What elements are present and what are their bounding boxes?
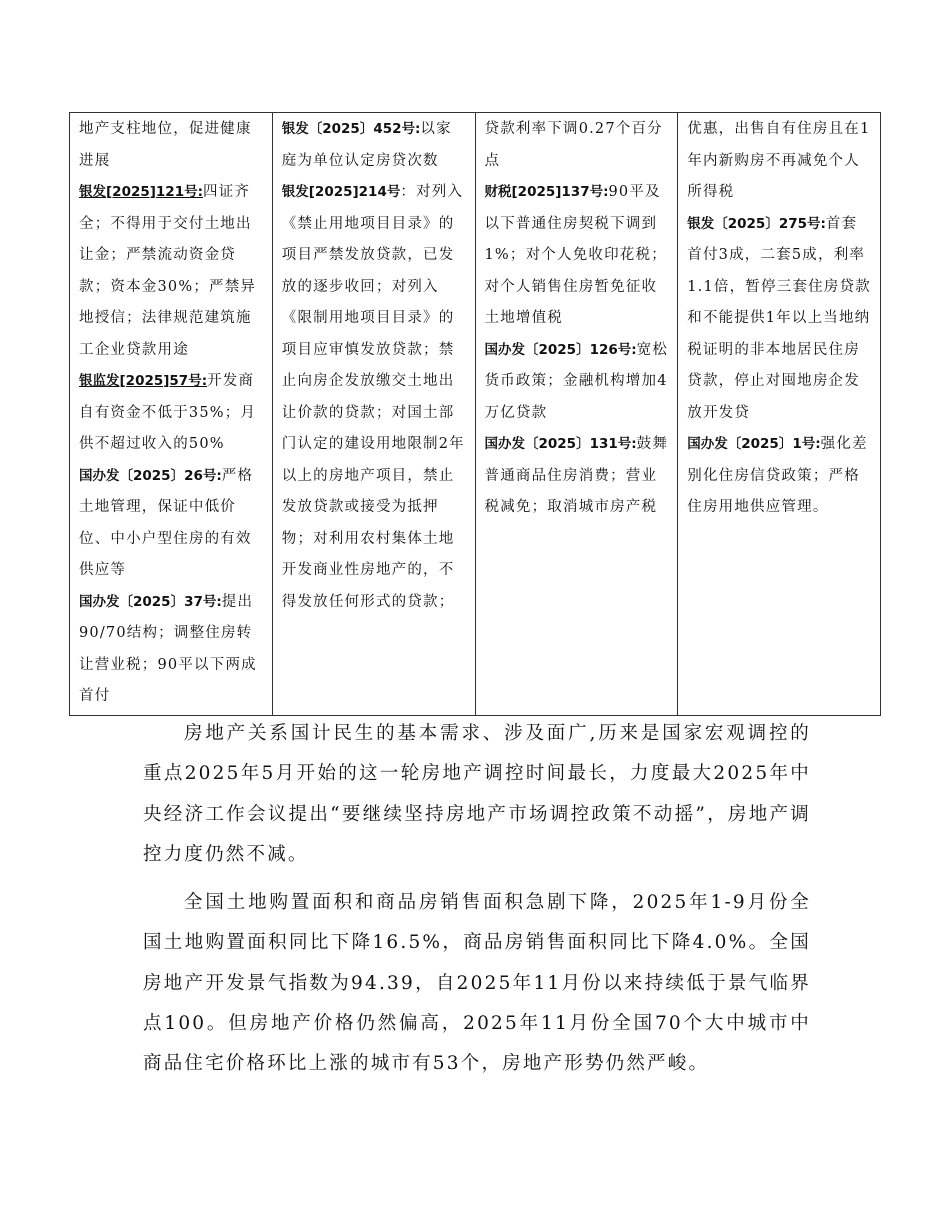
document-number: 国办发〔2025〕131号: xyxy=(484,436,637,452)
policy-text: 鼓舞普通商品住房消费；营业税减免；取消城市房产税 xyxy=(484,436,669,515)
policy-text: 90平及以下普通住房契税下调到1%；对个人免收印花税；对个人销售住房暂免征收土地增值税 xyxy=(484,184,667,326)
table-cell xyxy=(272,113,475,716)
policy-text: 优惠，出售自有住房且在1年内新购房不再减免个人所得税 xyxy=(687,121,871,200)
policy-entry xyxy=(79,114,263,177)
document-number: 国办发〔2025〕37号: xyxy=(79,593,222,610)
policy-text: 强化差别化住房信贷政策；严格住房用地供应管理。 xyxy=(687,436,868,515)
document-number: 银监发[2025]57号: xyxy=(79,373,208,389)
policy-text: 贷款利率下调0.27个百分点 xyxy=(484,121,663,169)
policy-entry xyxy=(485,177,669,335)
policy-text: 宽松货币政策；金融机构增加4万亿贷款 xyxy=(484,341,669,421)
policy-text: ：对列入《禁止用地项目目录》的项目严禁发放贷款，已发放的逐步收回；对列入《限制用地项目目录》的项目应审慎发放贷款；禁止向房企发放缴交土地出让价款的贷款；对国土部门认定的建设用地限制2年以上的房地产项目，禁止发放贷款或接受为抵押物；对利用农村集体土地开发商业性房地产的，不得发放任何形式的贷款； xyxy=(281,184,465,610)
policy-entry xyxy=(282,114,466,177)
table-row xyxy=(70,113,881,716)
document-number: 财税[2025]137号: xyxy=(484,184,609,200)
policy-text: 以家庭为单位认定房贷次数 xyxy=(281,121,452,169)
policy-entry xyxy=(687,209,871,430)
paragraph: 全国土地购置面积和商品房销售面积急剧下降，2025年1-9月份全国土地购置面积同比下降16.5%，商品房销售面积同比下降4.0%。全国房地产开发景气指数为94.39，自2025年11月份以来持续低于景气临界点100。但房地产价格仍然偏高，2025年11月份全国70个大中城市中商品住宅价格环比上涨的城市有53个，房地产形势仍然严峻。 xyxy=(143,892,811,1075)
policy-entry xyxy=(79,177,263,366)
policy-text: 提出90/70结构；调整住房转让营业税；90平以下两成首付 xyxy=(79,593,257,704)
policy-entry xyxy=(485,429,669,524)
policy-entry xyxy=(79,587,263,713)
policy-text: 地产支柱地位，促进健康进展 xyxy=(79,121,252,169)
document-number: 银发[2025]121号: xyxy=(79,184,203,200)
table-cell xyxy=(475,113,678,716)
policy-entry xyxy=(687,114,871,209)
table-cell xyxy=(70,113,273,716)
document-number: 国办发〔2025〕26号: xyxy=(79,467,222,484)
document-number: 银发[2025]214号 xyxy=(281,184,401,200)
policy-entry xyxy=(79,461,263,587)
policy-entry xyxy=(687,429,871,524)
policy-text: 严格土地管理，保证中低价位、中小户型住房的有效供应等 xyxy=(79,467,254,578)
policy-text: 首套首付3成，二套5成，利率1.1倍，暂停三套住房贷款和不能提供1年以上当地纳税证明的非本地居民住房贷款，停止对囤地房企发放开发贷 xyxy=(687,215,871,421)
document-number: 银发〔2025〕452号: xyxy=(281,121,421,137)
policy-entry xyxy=(485,335,669,430)
paragraph: 房地产关系国计民生的基本需求、涉及面广,历来是国家宏观调控的重点2025年5月开始的这一轮房地产调控时间最长，力度最大2025年中央经济工作会议提出“要继续坚持房地产市场调控政策不动摇”，房地产调控力度仍然不减。 xyxy=(143,723,811,865)
policy-table xyxy=(69,112,881,716)
policy-text: 开发商自有资金不低于35%；月供不超过收入的50% xyxy=(79,373,257,452)
policy-entry xyxy=(79,366,263,461)
document-number: 国办发〔2025〕126号: xyxy=(484,341,637,358)
document-number: 国办发〔2025〕1号: xyxy=(687,436,821,452)
body-text xyxy=(143,714,811,1085)
table-cell xyxy=(678,113,881,716)
policy-text: 四证齐全；不得用于交付土地出让金；严禁流动资金贷款；资本金30%；严禁异地授信；法律规范建筑施工企业贷款用途 xyxy=(79,184,257,358)
policy-entry xyxy=(282,177,466,618)
policy-entry xyxy=(485,114,669,177)
document-number: 银发〔2025〕275号: xyxy=(687,215,826,232)
